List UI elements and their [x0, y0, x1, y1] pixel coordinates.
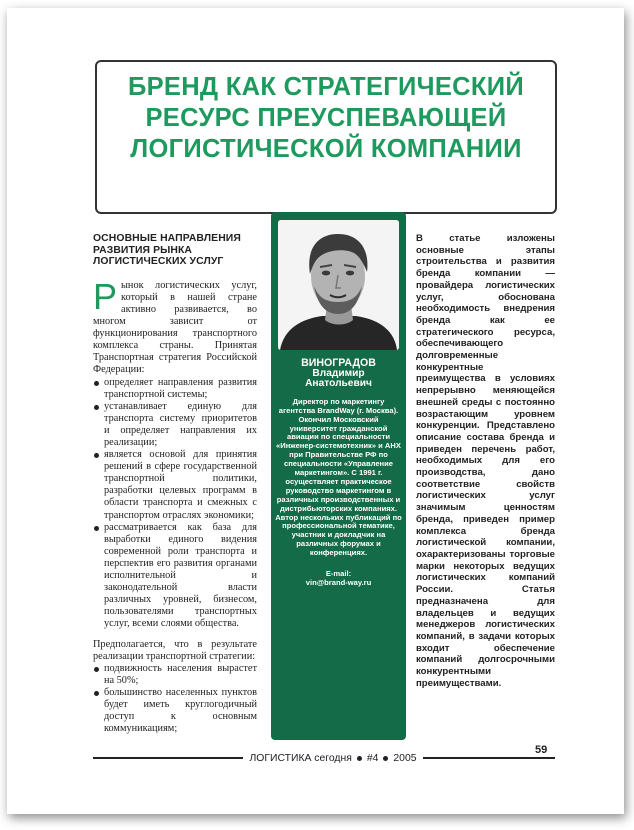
article-abstract: В статье изложены основные этапы строительства и развития бренда компании — провайдера логистических услуг, обоснована необходимость внедрения бренда как ее стратегического ресурса, обеспечивающего долговременные конкурентные преимущества в условиях непрерывно меняющейся внешней среды с постоянно возрастающим уровнем конкуренции. Представлено описание состава бренда и приведен перечень работ, необходимых для его производства, дано соответствие свойств логистических услуг значимым ценностям бренда, приведен пример комплекса бренда логистической компании, охарактеризованы торговые марки некоторых ведущих логистических компаний России. Статья предназначена для владельцев и ведущих менеджеров логистических компаний, в задачи которых входит обеспечение компаний долгосрочными конкурентными преимуществами.	[416, 233, 555, 689]
title-box	[95, 60, 557, 214]
journal-name: ЛОГИСТИКА сегодня	[249, 753, 352, 764]
magazine-page	[7, 8, 624, 814]
abstract-column	[416, 233, 555, 689]
strategy-bullet-list	[93, 377, 257, 631]
author-patronymic: Анатольевич	[305, 378, 372, 390]
author-first-name: Владимир	[312, 367, 365, 379]
email-label: E-mail:	[325, 569, 352, 579]
results-bullet-list	[93, 663, 257, 736]
author-bio: Директор по маркетингу агентства BrandWay (г. Москва). Окончил Московский университет гражданской авиации по специальности «Инженер-системотехник» и АНХ при Правительстве РФ по специальности «Управление маркетингом». С 1991 г. осуществляет практическое руководство маркетингом в различных производственных и дистрибьюторских компаниях. Автор нескольких публикаций по профессиональной тематике, участник и докладчик на различных форумах и конференциях.	[275, 396, 402, 558]
email-address[interactable]: vin@brand-way.ru	[305, 578, 372, 588]
article-title: БРЕНД КАК СТРАТЕГИЧЕСКИЙ РЕСУРС ПРЕУСПЕВАЮЩЕЙ ЛОГИСТИЧЕСКОЙ КОМПАНИИ	[127, 73, 525, 163]
list-item: устанавливает единую для транспорта систему приоритетов и определяет направления их реализации;	[93, 401, 257, 449]
author-email	[275, 569, 402, 587]
drop-cap: Р	[93, 275, 118, 317]
issue-number: #4	[366, 753, 379, 764]
author-portrait-icon	[278, 220, 399, 350]
paragraph: Предполагается, что в результате реализации транспортной стратегии:	[93, 638, 257, 662]
bullet-icon	[357, 756, 362, 761]
issue-year: 2005	[393, 753, 417, 764]
list-item: подвижность населения вырастет на 50%;	[93, 663, 257, 687]
author-name	[275, 358, 402, 390]
page-number: 59	[535, 744, 548, 756]
author-photo	[278, 220, 399, 350]
author-surname: ВИНОГРАДОВ	[301, 357, 376, 369]
list-item: является основой для принятия решений в сфере государственной транспортной политики, разработки целевых программ в области транспорта и смежных с транспортом отраслях экономики;	[93, 449, 257, 522]
author-info	[275, 358, 402, 587]
intro-paragraph	[93, 275, 257, 377]
author-sidebar	[271, 212, 406, 740]
left-column	[93, 233, 257, 735]
bullet-icon	[383, 756, 388, 761]
section-heading: ОСНОВНЫЕ НАПРАВЛЕНИЯ РАЗВИТИЯ РЫНКА ЛОГИСТИЧЕСКИХ УСЛУГ	[93, 233, 241, 268]
list-item: определяет направления развития транспортной системы;	[93, 377, 257, 401]
list-item: большинство населенных пунктов будет иметь круглогодичный доступ к основным коммуникациям;	[93, 687, 257, 735]
list-item: рассматривается как база для выработки единого видения современной роли транспорта и перспектив его развития органами исполнительной и законодательной власти различных уровней, бизнесом, пользователями транспортных услуг, всеми слоями общества.	[93, 522, 257, 631]
intro-text: ынок логистических услуг, который в нашей стране активно развивается, во многом зависит от функционирования транспортного комплекса страны. Принятая Транспортная стратегия Российской Федерации:	[93, 279, 257, 376]
footer-journal	[243, 753, 423, 765]
